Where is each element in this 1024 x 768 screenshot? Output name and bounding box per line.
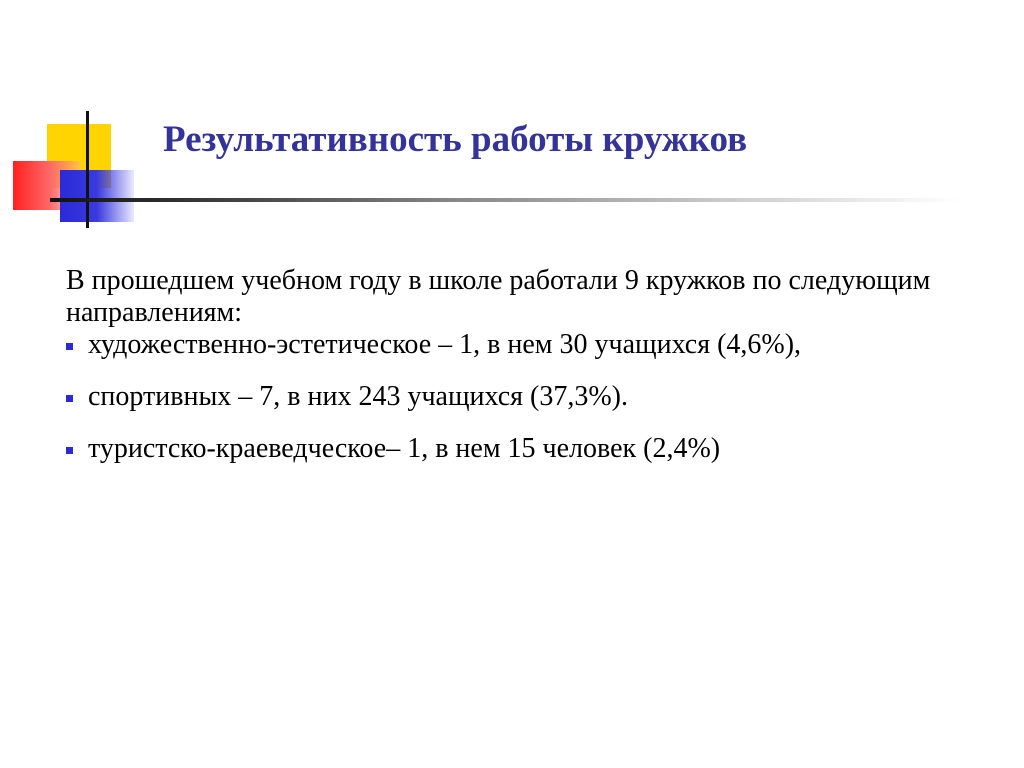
bullet-list — [66, 329, 966, 465]
slide-title: Результативность работы кружков — [163, 119, 748, 160]
bullet-text: спортивных – 7, в них 243 учащихся (37,3%). — [88, 381, 628, 412]
list-item — [66, 381, 966, 413]
bullet-text: туристско-краеведческое– 1, в нем 15 человек (2,4%) — [88, 433, 721, 464]
slide-body — [66, 265, 966, 465]
logo-blue-square — [60, 170, 134, 222]
title-underline-divider — [50, 198, 960, 202]
logo-vertical-line — [86, 111, 89, 228]
square-bullet-icon — [66, 395, 73, 402]
square-bullet-icon — [66, 447, 73, 454]
square-bullet-icon — [66, 343, 73, 350]
list-item — [66, 433, 966, 465]
list-item — [66, 329, 966, 361]
intro-paragraph: В прошедшем учебном году в школе работали 9 кружков по следующим направлениям: — [66, 265, 931, 328]
bullet-text: художественно-эстетическое – 1, в нем 30 учащихся (4,6%), — [88, 329, 802, 360]
